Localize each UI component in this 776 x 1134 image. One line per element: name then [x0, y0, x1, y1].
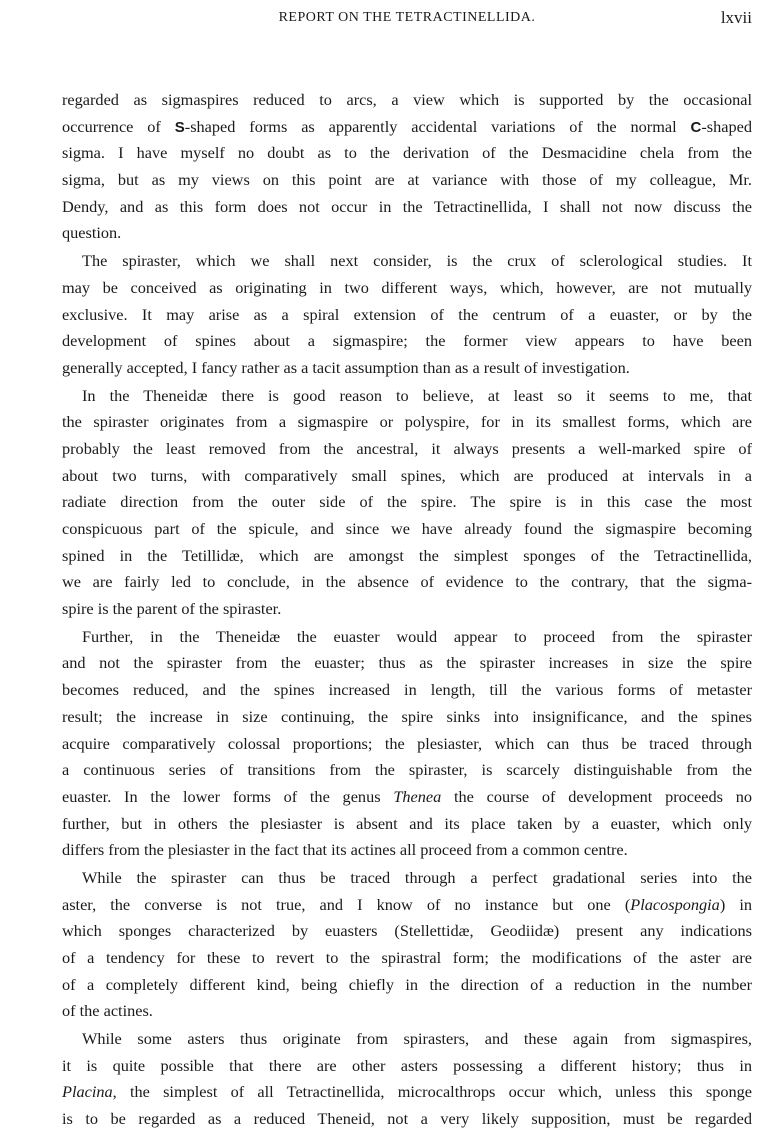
text-segment: we are fairly led to conclude, in the absence of evidence to the contrary, that the sigma-: [62, 572, 752, 592]
text-line: [62, 167, 752, 194]
page-header: [62, 8, 752, 32]
text-line: [62, 543, 752, 570]
text-line: [62, 1026, 752, 1053]
text-segment: differs from the plesiaster in the fact that its actines all proceed from a common centre.: [62, 840, 628, 860]
page-number: lxvii: [720, 8, 752, 27]
text-line: [62, 220, 752, 247]
text-segment: of the actines.: [62, 1001, 153, 1021]
text-segment: -shaped forms as apparently accidental variations of the normal: [184, 116, 691, 136]
text-segment: question.: [62, 223, 122, 243]
text-segment: spined in the Tetillidæ, which are amongst the simplest sponges of the Tetractinellida,: [62, 545, 752, 565]
text-segment: and not the spiraster from the euaster; thus as the spiraster increases in size the spire: [62, 653, 752, 673]
text-segment: acquire comparatively colossal proportions; the plesiaster, which can thus be traced through: [62, 733, 752, 753]
text-segment: , the simplest of all Tetractinellida, microcalthrops occur which, unless this sponge: [112, 1082, 752, 1102]
text-segment: further, but in others the plesiaster is absent and its place taken by a euaster, which only: [62, 813, 752, 833]
text-segment: euaster. In the lower forms of the genus: [62, 786, 394, 806]
text-segment: sigma. I have myself no doubt as to the derivation of the Desmacidine chela from the: [62, 143, 752, 163]
paragraph: [62, 1026, 752, 1133]
text-line: [62, 677, 752, 704]
text-segment: radiate direction from the outer side of the spire. The spire is in this case the most: [62, 492, 752, 512]
text-line: [62, 302, 752, 329]
text-segment: conspicuous part of the spicule, and since we have already found the sigmaspire becoming: [62, 519, 752, 538]
text-segment: development of spines about a sigmaspire; the former view appears to have been: [62, 331, 752, 351]
paragraph: [62, 248, 752, 381]
text-segment: is to be regarded as a reduced Theneid, not a very likely supposition, must be regarded: [62, 1109, 752, 1129]
text-line: [62, 1079, 752, 1106]
italic-term: Placina: [62, 1082, 113, 1102]
text-segment: While some asters thus originate from spirasters, and these again from sigmaspires,: [82, 1029, 752, 1049]
text-segment: may be conceived as originating in two different ways, which, however, are not mutually: [62, 277, 752, 297]
text-line: [62, 998, 752, 1025]
text-line: [62, 972, 752, 999]
text-line: [62, 140, 752, 167]
italic-term: Thenea: [393, 786, 442, 806]
text-segment: a continuous series of transitions from the spiraster, is scarcely distinguishable from the: [62, 760, 752, 780]
text-line: [62, 596, 752, 623]
text-line: [62, 436, 752, 463]
text-segment: Further, in the Theneidæ the euaster would appear to proceed from the spiraster: [82, 626, 752, 646]
text-line: [62, 837, 752, 864]
text-segment: the course of development proceeds no: [441, 786, 752, 806]
italic-term: Placospongia: [630, 894, 720, 914]
paragraph: [62, 383, 752, 623]
text-line: [62, 87, 752, 114]
text-segment: it is quite possible that there are other asters possessing a different history; thus in: [62, 1055, 752, 1075]
text-segment: In the Theneidæ there is good reason to believe, at least so it seems to me, that: [82, 385, 752, 405]
text-segment: S: [174, 118, 185, 136]
text-segment: While the spiraster can thus be traced through a perfect gradational series into the: [82, 867, 752, 887]
text-segment: The spiraster, which we shall next consider, is the crux of sclerological studies. It: [82, 251, 752, 271]
text-segment: of a tendency for these to revert to the spirastral form; the modifications of the aster are: [62, 948, 752, 967]
text-segment: exclusive. It may arise as a spiral extension of the centrum of a euaster, or by the: [62, 304, 752, 324]
body-text: [62, 87, 752, 1134]
paragraph: [62, 865, 752, 1025]
running-title: REPORT ON THE TETRACTINELLIDA.: [278, 10, 536, 25]
text-segment: about two turns, with comparatively small spines, which are produced at intervals in a: [62, 465, 752, 485]
text-line: [62, 194, 752, 221]
text-segment: generally accepted, I fancy rather as a tacit assumption than as a result of investigation.: [62, 357, 630, 377]
text-line: [62, 731, 752, 758]
text-line: [62, 624, 752, 651]
text-line: [62, 704, 752, 731]
text-line: [62, 328, 752, 355]
text-segment: probably the least removed from the ancestral, it always presents a well-marked spire of: [62, 438, 752, 458]
text-segment: -shaped: [701, 116, 752, 136]
text-line: [62, 516, 752, 543]
text-line: [62, 892, 752, 919]
text-segment: of a completely different kind, being chiefly in the direction of a reduction in the number: [62, 974, 752, 994]
paragraph: [62, 624, 752, 864]
text-line: [62, 757, 752, 784]
text-line: [62, 1053, 752, 1080]
text-segment: sigma, but as my views on this point are at variance with those of my colleague, Mr.: [62, 170, 752, 190]
text-segment: the spiraster originates from a sigmaspire or polyspire, for in its smallest forms, which are: [62, 412, 752, 432]
text-line: [62, 275, 752, 302]
text-line: [62, 383, 752, 410]
text-line: [62, 114, 752, 141]
paragraph: [62, 87, 752, 247]
text-line: [62, 811, 752, 838]
text-segment: aster, the converse is not true, and I know of no instance but one (: [62, 894, 631, 914]
text-segment: ) in: [719, 894, 752, 914]
text-line: [62, 409, 752, 436]
text-segment: C: [690, 118, 702, 136]
text-line: [62, 463, 752, 490]
text-line: [62, 248, 752, 275]
text-segment: Dendy, and as this form does not occur in the Tetractinellida, I shall not now discuss the: [62, 196, 752, 216]
text-line: [62, 569, 752, 596]
text-line: [62, 489, 752, 516]
text-line: [62, 918, 752, 945]
text-segment: becomes reduced, and the spines increased in length, till the various forms of metaster: [62, 680, 752, 700]
text-line: [62, 784, 752, 811]
text-segment: occurrence of: [62, 116, 175, 136]
text-segment: regarded as sigmaspires reduced to arcs, a view which is supported by the occasional: [62, 90, 752, 109]
text-line: [62, 865, 752, 892]
text-segment: spire is the parent of the spiraster.: [62, 599, 282, 619]
text-line: [62, 1106, 752, 1133]
text-segment: result; the increase in size continuing, the spire sinks into insignificance, and the spines: [62, 706, 752, 726]
text-line: [62, 355, 752, 382]
text-segment: which sponges characterized by euasters (Stellettidæ, Geodiidæ) present any indications: [62, 921, 752, 941]
text-line: [62, 650, 752, 677]
text-line: [62, 945, 752, 972]
